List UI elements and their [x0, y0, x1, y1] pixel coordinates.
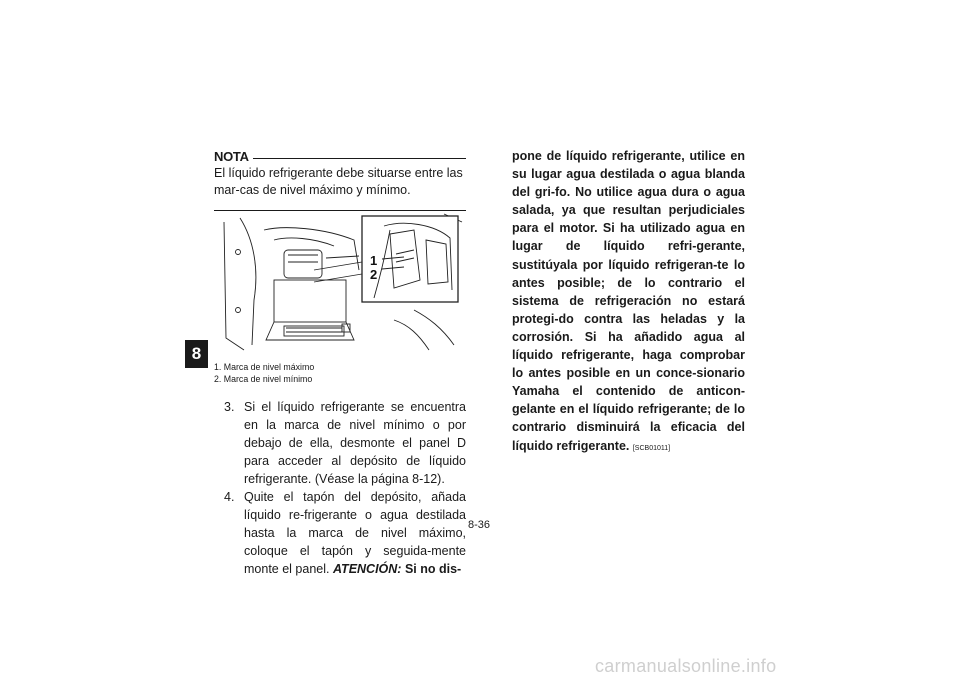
callout-leader-1 [314, 262, 362, 270]
step-text: Si el líquido refrigerante se encuentra en la marca de nivel mínimo o por debajo de ella, desmonte el panel D para acceder al depósito de líquido refrigerante. (Véase la página 8-12). [244, 400, 466, 486]
attention-notice [333, 562, 461, 576]
callout-label-1: 1 [370, 253, 378, 268]
figure-captions [214, 362, 314, 385]
callout-leader-2 [314, 274, 362, 282]
chapter-tab: 8 [185, 340, 208, 368]
page-number: 8-36 [468, 519, 491, 531]
callout-label-2: 2 [370, 267, 378, 282]
caption-1: 1. Marca de nivel máximo [214, 362, 315, 372]
attention-label: ATENCIÓN: [332, 562, 402, 576]
coolant-reservoir-illustration [214, 210, 466, 357]
watermark: carmanualsonline.info [595, 656, 777, 676]
nota-box [214, 147, 466, 211]
step-text: Quite el tapón del depósito, añada líquido re-frigerante o agua destilada hasta la marca de nivel máximo, coloque el tapón y seguida-mente monte el panel. [244, 490, 466, 576]
nota-text: El líquido refrigerante debe situarse entre las mar-cas de nivel máximo y mínimo. [214, 166, 463, 197]
nota-title: NOTA [214, 148, 249, 164]
step-4 [214, 488, 466, 578]
attention-body: pone de líquido refrigerante, utilice en su lugar agua destilada o agua blanda del gri-fo. No utilice agua dura o agua salada, ya que resultan perjudiciales para el motor. Si ha utilizado agua en lugar de líquido refri-gerante, sustitúyala por líquido refrigeran-te lo antes posible; de lo contrario el sistema de refrigeración no estará protegi-do contra las heladas y la corrosión. Si ha añadido agua al líquido refrigerante, haga comprobar lo antes posible en un conce-sionario Yamaha el contenido de anticon-gelante en el líquido refrigerante; de lo contrario disminuirá la eficacia del líquido refrigerante. [512, 149, 745, 453]
step-number: 3. [224, 400, 235, 414]
attention-text: Si no dis- [401, 562, 462, 576]
steps-list [214, 398, 466, 578]
nota-header [214, 147, 466, 165]
nota-rule [253, 158, 466, 159]
attention-continued [512, 147, 745, 458]
step-number: 4. [224, 490, 235, 504]
caption-2: 2. Marca de nivel mínimo [214, 373, 313, 384]
reference-code: [SCB01011] [632, 444, 671, 452]
step-3 [214, 398, 466, 488]
